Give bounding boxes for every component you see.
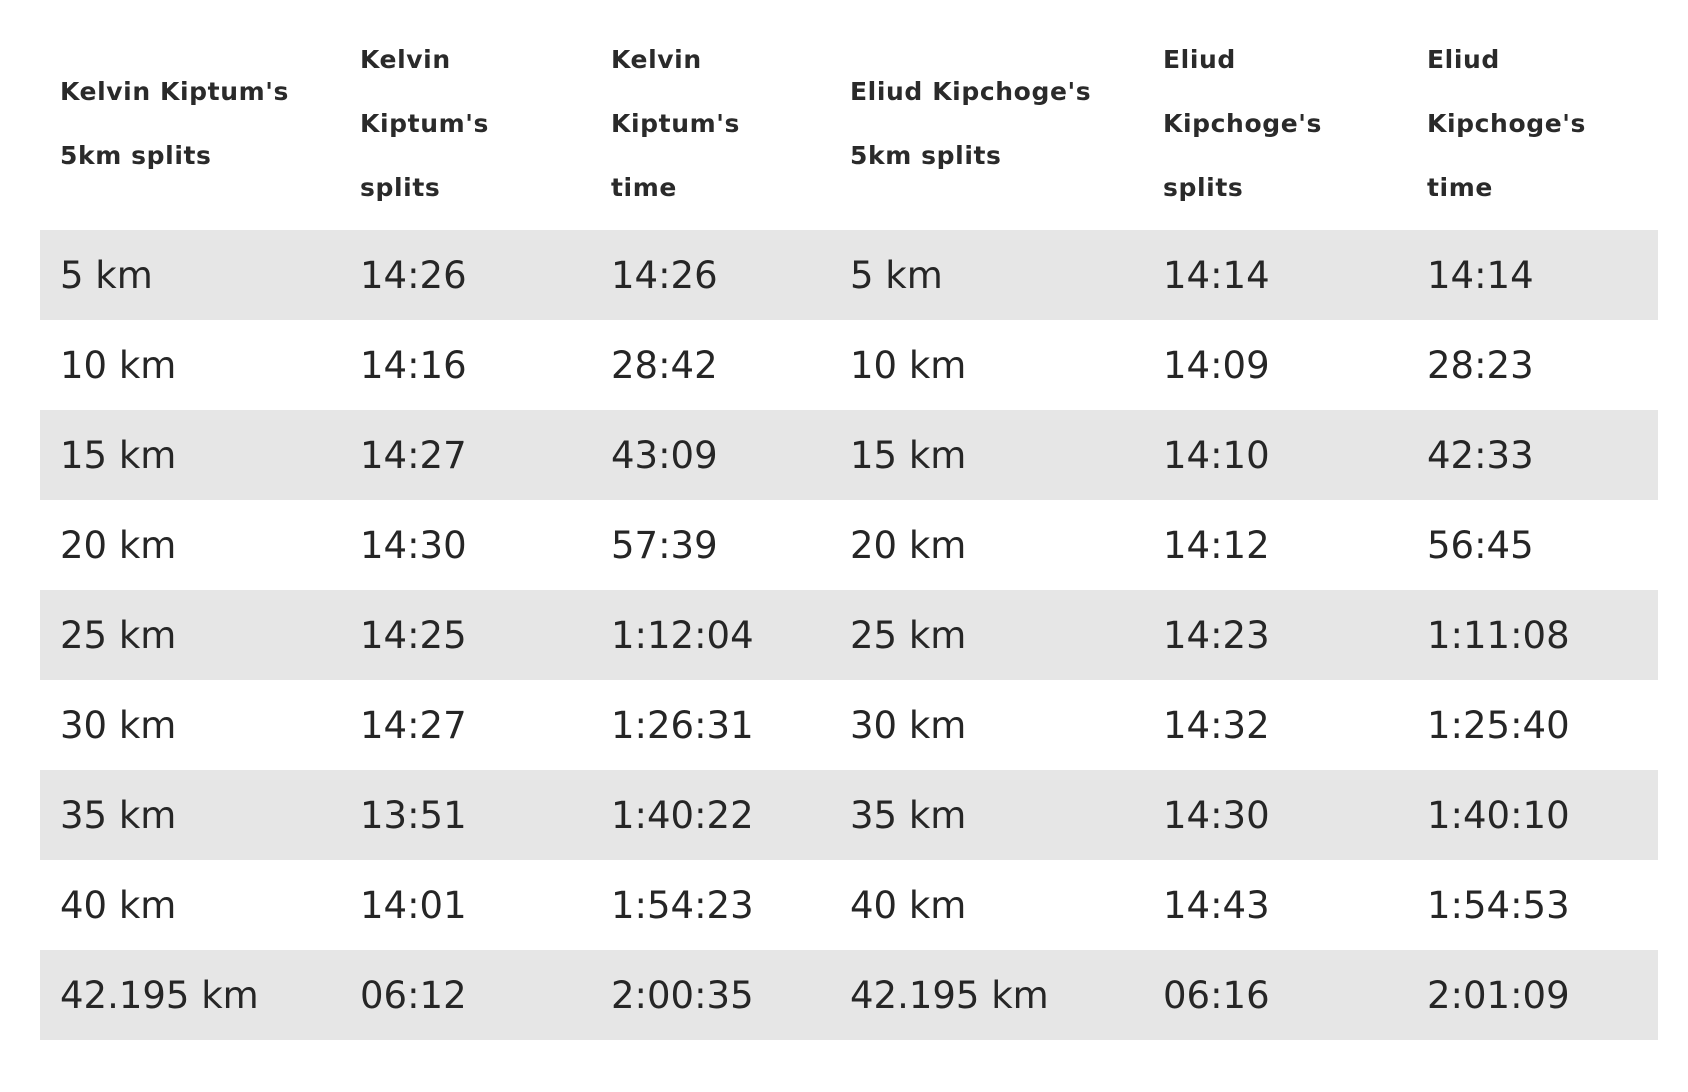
cell-kipchoge-time: 14:14 [1427, 253, 1534, 297]
table-header [40, 18, 1658, 230]
splits-comparison-table [40, 18, 1658, 1040]
cell-kipchoge-time: 1:25:40 [1427, 703, 1570, 747]
header-kiptum-5km-splits: Kelvin Kiptum's 5km splits [60, 77, 289, 170]
cell-kipchoge-time: 42:33 [1427, 433, 1534, 477]
cell-kipchoge-distance: 20 km [850, 523, 967, 567]
cell-kipchoge-distance: 5 km [850, 253, 943, 297]
table-row [40, 230, 1658, 320]
cell-kipchoge-distance: 35 km [850, 793, 967, 837]
header-kipchoge-time: Eliud Kipchoge's time [1427, 45, 1587, 202]
cell-kipchoge-split: 14:10 [1163, 433, 1270, 477]
cell-kiptum-time: 1:26:31 [611, 703, 754, 747]
cell-kiptum-split: 14:27 [360, 433, 467, 477]
cell-kipchoge-split: 14:32 [1163, 703, 1270, 747]
cell-kipchoge-split: 14:09 [1163, 343, 1270, 387]
cell-kiptum-distance: 35 km [60, 793, 177, 837]
cell-kiptum-time: 28:42 [611, 343, 718, 387]
cell-kiptum-distance: 5 km [60, 253, 153, 297]
cell-kiptum-time: 1:12:04 [611, 613, 754, 657]
cell-kiptum-time: 1:40:22 [611, 793, 754, 837]
cell-kipchoge-distance: 10 km [850, 343, 967, 387]
cell-kipchoge-distance: 30 km [850, 703, 967, 747]
cell-kipchoge-distance: 15 km [850, 433, 967, 477]
cell-kiptum-distance: 25 km [60, 613, 177, 657]
cell-kiptum-time: 14:26 [611, 253, 718, 297]
header-kipchoge-5km-splits: Eliud Kipchoge's 5km splits [850, 77, 1092, 170]
cell-kipchoge-time: 1:40:10 [1427, 793, 1570, 837]
cell-kiptum-distance: 10 km [60, 343, 177, 387]
cell-kiptum-time: 1:54:23 [611, 883, 754, 927]
cell-kipchoge-split: 14:23 [1163, 613, 1270, 657]
cell-kipchoge-distance: 40 km [850, 883, 967, 927]
header-kiptum-splits: Kelvin Kiptum's splits [360, 45, 489, 202]
cell-kiptum-distance: 42.195 km [60, 973, 259, 1017]
cell-kiptum-split: 14:27 [360, 703, 467, 747]
cell-kiptum-distance: 20 km [60, 523, 177, 567]
header-kipchoge-splits: Eliud Kipchoge's splits [1163, 45, 1323, 202]
cell-kiptum-split: 14:01 [360, 883, 467, 927]
table-row [40, 320, 1658, 410]
cell-kiptum-distance: 15 km [60, 433, 177, 477]
cell-kiptum-split: 06:12 [360, 973, 467, 1017]
header-row [40, 18, 1658, 230]
table-row [40, 500, 1658, 590]
cell-kipchoge-split: 14:14 [1163, 253, 1270, 297]
cell-kiptum-distance: 40 km [60, 883, 177, 927]
cell-kiptum-time: 43:09 [611, 433, 718, 477]
cell-kipchoge-distance: 25 km [850, 613, 967, 657]
table-row [40, 680, 1658, 770]
cell-kiptum-split: 14:16 [360, 343, 467, 387]
cell-kipchoge-split: 06:16 [1163, 973, 1270, 1017]
table-row [40, 590, 1658, 680]
table-row [40, 410, 1658, 500]
table-row [40, 770, 1658, 860]
cell-kiptum-split: 13:51 [360, 793, 467, 837]
cell-kiptum-split: 14:26 [360, 253, 467, 297]
cell-kipchoge-distance: 42.195 km [850, 973, 1049, 1017]
cell-kiptum-distance: 30 km [60, 703, 177, 747]
cell-kipchoge-time: 2:01:09 [1427, 973, 1570, 1017]
table-row [40, 860, 1658, 950]
cell-kiptum-time: 2:00:35 [611, 973, 754, 1017]
cell-kipchoge-split: 14:30 [1163, 793, 1270, 837]
cell-kipchoge-time: 1:54:53 [1427, 883, 1570, 927]
cell-kipchoge-split: 14:12 [1163, 523, 1270, 567]
cell-kiptum-time: 57:39 [611, 523, 718, 567]
table-row [40, 950, 1658, 1040]
header-kiptum-time: Kelvin Kiptum's time [611, 45, 740, 202]
cell-kiptum-split: 14:25 [360, 613, 467, 657]
cell-kipchoge-time: 1:11:08 [1427, 613, 1570, 657]
table-body [40, 230, 1658, 1040]
splits-table-container [40, 18, 1658, 1040]
cell-kipchoge-time: 56:45 [1427, 523, 1534, 567]
cell-kipchoge-split: 14:43 [1163, 883, 1270, 927]
cell-kipchoge-time: 28:23 [1427, 343, 1534, 387]
cell-kiptum-split: 14:30 [360, 523, 467, 567]
